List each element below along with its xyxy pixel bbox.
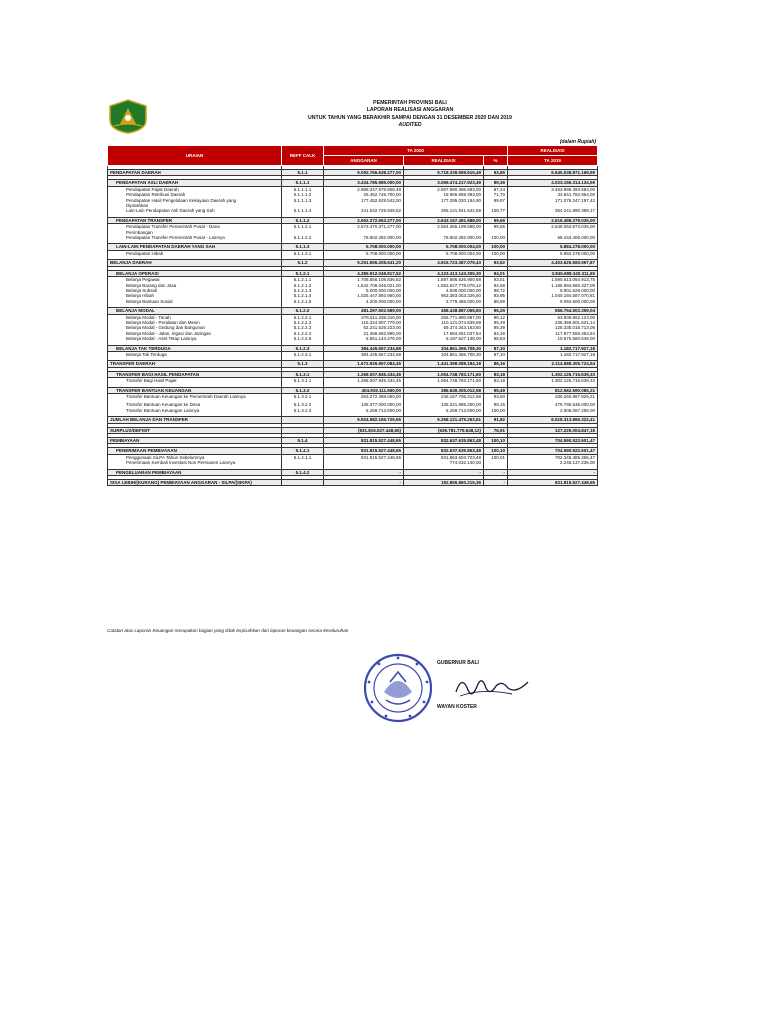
realisasi-2019-cell: 236.359.501.621,14: [508, 320, 598, 325]
realisasi-cell: 5.197.527.138,00: [404, 336, 484, 341]
realisasi-cell: 4.123.413.143.305,30: [404, 270, 484, 276]
realisasi-cell: 59.374.343.153,60: [404, 325, 484, 330]
realisasi-cell: 78.802.282.000,00: [404, 235, 484, 240]
anggaran-cell: 3.434.785.985.000,00: [324, 180, 404, 186]
ref-cell: 5.1.4.2: [282, 469, 324, 475]
pct-cell: 87,24: [484, 186, 508, 192]
label-cell: Belanja Hibah: [108, 293, 282, 298]
ref-cell: 5.1.1.1.2: [282, 192, 324, 197]
realisasi-cell: 5.708.000.004,00: [404, 244, 484, 250]
anggaran-cell: 4.200.000.000,00: [324, 299, 404, 304]
realisasi-2019-cell: 6.518.313.866.322,41: [508, 417, 598, 423]
realisasi-2019-cell: 1.302.125.715.639,33: [508, 378, 598, 384]
ref-cell: 5.1.1.2: [282, 217, 324, 223]
pct-cell: 71,70: [484, 192, 508, 197]
anggaran-cell: 1.708.556.108.836,52: [324, 277, 404, 283]
label-cell: Transfer Bantuan Keuangan ke Pemerintah Daerah Lainnya: [108, 394, 282, 400]
anggaran-cell: 5.708.000.000,00: [324, 250, 404, 256]
pct-cell: 94,01: [484, 270, 508, 276]
label-cell: Belanja Barang dan Jasa: [108, 283, 282, 288]
anggaran-cell: 2.652.272.653.277,00: [324, 217, 404, 223]
anggaran-cell: 2.989.347.879.808,48: [324, 186, 404, 192]
pct-cell: 83,18: [484, 378, 508, 384]
label-cell: PENDAPATAN ASLI DAERAH: [108, 180, 282, 186]
realisasi-cell: 2.564.355.199.688,00: [404, 224, 484, 230]
ref-cell: 5.1.3: [282, 361, 324, 367]
realisasi-cell: 3.069.474.217.923,49: [404, 180, 484, 186]
realisasi-2019-cell: 1.182.717.927,18: [508, 351, 598, 357]
label-cell: Pendapatan Hibah: [108, 250, 282, 256]
realisasi-cell: 963.383.053.326,50: [404, 293, 484, 298]
anggaran-cell: 1.672.926.957.084,45: [324, 361, 404, 367]
col-uraian: URAIAN: [108, 146, 282, 166]
anggaran-cell: 831.815.527.448,65: [324, 448, 404, 454]
ref-cell: 5.1.2.1.5: [282, 299, 324, 304]
label-cell: TRANSFER DAERAH: [108, 361, 282, 367]
anggaran-cell: 1.642.708.046.021,00: [324, 283, 404, 288]
pct-cell: -: [484, 480, 508, 486]
anggaran-cell: 5.000.000.000,00: [324, 288, 404, 293]
ref-cell: 5.1.3.1.1: [282, 378, 324, 384]
realisasi-2019-cell: 63.506.862.123,00: [508, 314, 598, 320]
anggaran-cell: 384.445.657.234,68: [324, 351, 404, 357]
pct-cell: 94,58: [484, 283, 508, 288]
label-cell: PENERIMAAN PEMBIAYAAN: [108, 448, 282, 454]
pct-cell: 99,66: [484, 217, 508, 223]
label-cell: Perimbangan: [108, 230, 282, 235]
pct-cell: 83,18: [484, 371, 508, 377]
ref-cell: 5.1.1.1.4: [282, 208, 324, 213]
col-reff: REFF CALK: [282, 146, 324, 166]
label-cell: Belanja Modal - Aset Tetap Lainnya: [108, 336, 282, 341]
pct-cell: 95,39: [484, 325, 508, 330]
pct-cell: 93,51: [484, 277, 508, 283]
label-cell: TRANSFER BAGI HASIL PENDAPATAN: [108, 371, 282, 377]
label-cell: Pendapatan Retribusi Daerah: [108, 192, 282, 197]
ref-cell: 5.1.4: [282, 438, 324, 444]
realisasi-2019-cell: 812.562.590.085,21: [508, 387, 598, 393]
anggaran-cell: 831.815.527.448,65: [324, 438, 404, 444]
anggaran-cell: 384.445.657.234,68: [324, 345, 404, 351]
label-cell: Belanja Subsidi: [108, 288, 282, 293]
pct-cell: 100,00: [484, 408, 508, 413]
label-cell: SURPLUS/DEFISIT: [108, 427, 282, 433]
pct-cell: 95,49: [484, 320, 508, 325]
realisasi-cell: 4.916.723.387.079,43: [404, 260, 484, 266]
realisasi-cell: 5.708.000.004,00: [404, 250, 484, 256]
ref-cell: [282, 480, 324, 486]
ref-cell: 5.1.2.1.3: [282, 288, 324, 293]
report-title: LAPORAN REALISASI ANGGARAN: [366, 107, 454, 113]
pct-cell: 93,95: [484, 293, 508, 298]
realisasi-2019-cell: 479.795.535.000,00: [508, 402, 598, 407]
realisasi-cell: 3.779.485.000,00: [404, 299, 484, 304]
realisasi-2019-cell: 33.841.782.964,00: [508, 192, 598, 197]
ref-cell: 5.1.3.2: [282, 387, 324, 393]
realisasi-cell: 1.441.398.088.184,18: [404, 361, 484, 367]
realisasi-cell: 265.121.941.642,59: [404, 208, 484, 213]
realisasi-cell: 5.269.713.600,00: [404, 408, 484, 413]
pct-cell: 89,36: [484, 180, 508, 186]
pct-cell: 96,12: [484, 314, 508, 320]
budget-realization-table: [107, 145, 598, 486]
label-cell: Transfer Bagi Hasil Pajak: [108, 378, 282, 384]
ref-cell: 5.1.3.2.3: [282, 408, 324, 413]
ref-cell: 5.1.3.2.2: [282, 402, 324, 407]
label-cell: Belanja Pegawai: [108, 277, 282, 283]
realisasi-2019-cell: 2.506.067.256,00: [508, 408, 598, 413]
label-cell: TRANSFER BANTUAN KEUANGAN: [108, 387, 282, 393]
pct-cell: 100,01: [484, 454, 508, 460]
realisasi-cell: 334.861.356.708,30: [404, 345, 484, 351]
label-cell: PENGELUARAN PEMBIAYAAN: [108, 469, 282, 475]
label-cell: JUMLAH BELANJA DAN TRANSFER: [108, 417, 282, 423]
label-cell: BELANJA OPERASI: [108, 270, 282, 276]
pct-cell: 86,16: [484, 361, 508, 367]
realisasi-2019-cell: 1.182.717.927,18: [508, 345, 598, 351]
realisasi-cell: 1.553.627.778.078,12: [404, 283, 484, 288]
ref-cell: 5.1.1.3: [282, 244, 324, 250]
anggaran-cell: 5.269.713.600,00: [324, 408, 404, 413]
anggaran-cell: 5.851.144.276,00: [324, 336, 404, 341]
ref-cell: 5.1.2.3: [282, 345, 324, 351]
pct-cell: 95,49: [484, 387, 508, 393]
realisasi-cell: 177.395.020.194,90: [404, 198, 484, 203]
pct-cell: 98,72: [484, 288, 508, 293]
realisasi-2019-cell: 831.815.527.448,65: [508, 480, 598, 486]
realisasi-cell: 1.054.748.783.171,60: [404, 371, 484, 377]
realisasi-cell: 1.054.748.783.171,60: [404, 378, 484, 384]
realisasi-2019-cell: 3.463.996.393.584,00: [508, 186, 598, 192]
pct-cell: 76,91: [484, 427, 508, 433]
realisasi-cell: 6.358.121.475.263,61: [404, 417, 484, 423]
ref-cell: 5.1.4.1: [282, 448, 324, 454]
pct-cell: 93,85: [484, 170, 508, 176]
label-cell: Penggunaan SiLPA Tahun Sebelumnya: [108, 454, 282, 460]
label-cell: Belanja Modal - Tanah: [108, 314, 282, 320]
realisasi-2019-cell: 9.094.500.000,00: [508, 299, 598, 304]
pct-cell: 100,00: [484, 244, 508, 250]
pct-cell: 91,82: [484, 417, 508, 423]
pct-cell: 88,83: [484, 336, 508, 341]
pct-cell: 95,25: [484, 308, 508, 314]
official-seal-stamp: [362, 652, 434, 724]
ref-cell: 5.1.2.2.1: [282, 314, 324, 320]
report-period: UNTUK TAHUN YANG BERAKHIR SAMPAI DENGAN 31 DESEMBER 2020 DAN 2019: [308, 115, 512, 121]
pct-cell: 100,10: [484, 448, 508, 454]
realisasi-cell: 1.597.686.826.900,68: [404, 277, 484, 283]
anggaran-cell: 241.532.729.949,52: [324, 208, 404, 213]
realisasi-2019-cell: 68.434.406.000,00: [508, 235, 598, 240]
realisasi-2019-cell: 171.076.247.197,42: [508, 198, 598, 203]
realisasi-2019-cell: 5.884.278.000,00: [508, 250, 598, 256]
realisasi-2019-cell: 128.335.018.713,06: [508, 325, 598, 330]
label-cell: Belanja Modal - Peralatan dan Mesin: [108, 320, 282, 325]
anggaran-cell: 1.268.007.845.434,45: [324, 378, 404, 384]
realisasi-2019-cell: 354.241.890.389,17: [508, 208, 598, 213]
label-cell: Pendapatan Transfer Pemerintah Pusat - Dana: [108, 224, 282, 230]
ref-cell: 5.1.2.2: [282, 308, 324, 314]
realisasi-2019-cell: 1.302.125.715.639,33: [508, 371, 598, 377]
realisasi-cell: 246.157.706.212,58: [404, 394, 484, 400]
provincial-emblem-icon: [106, 98, 150, 134]
ref-cell: 5.1.2.2.4: [282, 331, 324, 336]
anggaran-cell: (831.815.527.448,65): [324, 427, 404, 433]
pct-cell: 100,00: [484, 250, 508, 256]
col-real2019-l1: REALISASI: [508, 146, 598, 156]
realisasi-cell: 774.032.140,00: [404, 460, 484, 465]
label-cell: Transfer Bantuan Keuangan Lainnya: [108, 408, 282, 413]
anggaran-cell: 4.385.912.048.817,52: [324, 270, 404, 276]
realisasi-cell: 2.607.990.396.693,00: [404, 186, 484, 192]
ref-cell: 5.1.1.2.2: [282, 235, 324, 240]
label-cell: Belanja Modal - Gedung dan Bangunan: [108, 325, 282, 330]
label-cell: Belanja Bantuan Sosial: [108, 299, 282, 304]
anggaran-cell: 21.368.682.995,00: [324, 331, 404, 336]
realisasi-cell: 2.643.157.481.688,00: [404, 217, 484, 223]
ref-cell: 5.1.2.1.1: [282, 277, 324, 283]
label-cell: BELANJA MODAL: [108, 308, 282, 314]
realisasi-2019-cell: 2.245.137.235,00: [508, 460, 598, 465]
realisasi-2019-cell: 702.345.385.366,47: [508, 454, 598, 460]
ref-cell: 5.1.3.1: [282, 371, 324, 377]
label-cell: SISA LEBIH/(KURANG) PEMBIAYAAN ANGGARAN - SILPA/(SIKPA): [108, 480, 282, 486]
col-ta2020: TA 2020: [324, 146, 508, 156]
ref-cell: 5.1.1: [282, 170, 324, 176]
anggaran-cell: 136.377.000.000,00: [324, 402, 404, 407]
anggaran-cell: 404.919.111.650,00: [324, 387, 404, 393]
col-realisasi: REALISASI: [404, 156, 484, 166]
realisasi-cell: -: [404, 469, 484, 475]
realisasi-2019-cell: 10.675.560.548,00: [508, 336, 598, 341]
table-section-row: [108, 480, 598, 486]
realisasi-cell: 458.448.887.065,83: [404, 308, 484, 314]
pct-cell: 87,10: [484, 345, 508, 351]
ref-cell: 5.1.3.2.1: [282, 394, 324, 400]
realisasi-2019-cell: 704.590.522.601,47: [508, 448, 598, 454]
pct-cell: 84,16: [484, 331, 508, 336]
realisasi-2019-cell: 9.901.628.000,00: [508, 288, 598, 293]
label-cell: Transfer Bantuan Keuangan ke Desa: [108, 402, 282, 407]
ref-cell: 5.1.2.1.2: [282, 283, 324, 288]
label-cell: LAIN-LAIN PENDAPATAN DAERAH YANG SAH: [108, 244, 282, 250]
realisasi-2019-cell: 6.645.538.871.169,59: [508, 170, 598, 176]
realisasi-cell: 135.221.885.200,00: [404, 402, 484, 407]
anggaran-cell: 1.268.007.845.434,45: [324, 371, 404, 377]
pct-cell: -: [484, 469, 508, 475]
label-cell: Pendapatan Transfer Pemerintah Pusat - Lainnya: [108, 235, 282, 240]
ref-cell: 5.1.1.1.3: [282, 198, 324, 203]
anggaran-cell: -: [324, 469, 404, 475]
realisasi-cell: 192.855.860.215,36: [404, 480, 484, 486]
realisasi-cell: 334.861.356.708,30: [404, 351, 484, 357]
realisasi-cell: 17.984.051.037,54: [404, 331, 484, 336]
realisasi-cell: 831.863.603.723,48: [404, 454, 484, 460]
ref-cell: 5.1.4.1.1: [282, 454, 324, 460]
anggaran-cell: 6.092.766.638.277,00: [324, 170, 404, 176]
realisasi-2019-cell: 330.260.987.829,21: [508, 394, 598, 400]
pct-cell: 99,15: [484, 402, 508, 407]
ref-cell: 5.1.2.1: [282, 270, 324, 276]
realisasi-cell: (639.781.775.648,12): [404, 427, 484, 433]
label-cell: Penerimaan Kembali Investasi Non Permanen Lainnya: [108, 460, 282, 465]
label-cell: Dipisahkan: [108, 203, 282, 208]
pct-cell: 100,10: [484, 438, 508, 444]
ref-cell: 5.1.2.2.3: [282, 325, 324, 330]
anggaran-cell: 5.251.655.208.641,20: [324, 260, 404, 266]
label-cell: Lain-Lain Pendapatan Asli Daerah yang Sah: [108, 208, 282, 213]
realisasi-2019-cell: 704.590.522.601,47: [508, 438, 598, 444]
label-cell: PEMBIAYAAN: [108, 438, 282, 444]
pct-cell: 99,65: [484, 224, 508, 230]
anggaran-cell: 831.815.527.448,65: [324, 454, 404, 460]
footnote: Catatan atas Laporan Keuangan merupakan bagian yang tidak terpisahkan dari laporan keuangan secara keseluruhan: [107, 628, 349, 633]
label-cell: Belanja Modal - Jalan, Irigasi dan Jaringan: [108, 331, 282, 336]
pct-cell: 100,00: [484, 235, 508, 240]
anggaran-cell: 5.708.000.000,00: [324, 244, 404, 250]
realisasi-2019-cell: 3.845.688.340.311,65: [508, 270, 598, 276]
ref-cell: 5.1.2.2.5: [282, 336, 324, 341]
col-pct: %: [484, 156, 508, 166]
realisasi-cell: 18.966.859.393,00: [404, 192, 484, 197]
ref-cell: 5.1.1.3.1: [282, 250, 324, 256]
label-cell: PENDAPATAN TRANSFER: [108, 217, 282, 223]
anggaran-cell: 2.573.470.371.277,00: [324, 224, 404, 230]
realisasi-2019-cell: 4.403.625.560.597,87: [508, 260, 598, 266]
realisasi-2019-cell: 1.590.613.064.913,75: [508, 277, 598, 283]
anggaran-cell: 6.924.582.165.725,65: [324, 417, 404, 423]
realisasi-2019-cell: 2.548.063.873.035,00: [508, 224, 598, 230]
ref-cell: 5.1.1.1.1: [282, 186, 324, 192]
realisasi-2019-cell: 2.114.688.305.724,54: [508, 361, 598, 367]
anggaran-cell: 115.324.807.779,00: [324, 320, 404, 325]
pct-cell: 109,77: [484, 208, 508, 213]
pct-cell: 93,50: [484, 394, 508, 400]
ref-cell: 5.1.1.2.1: [282, 224, 324, 230]
realisasi-cell: 386.649.305.012,58: [404, 387, 484, 393]
anggaran-cell: 78.802.282.000,00: [324, 235, 404, 240]
anggaran-cell: 1.025.447.893.960,00: [324, 293, 404, 298]
anggaran-cell: 62.241.529.223,00: [324, 325, 404, 330]
realisasi-2019-cell: 1.195.894.560.327,09: [508, 283, 598, 288]
realisasi-2019-cell: 127.225.004.847,18: [508, 427, 598, 433]
realisasi-cell: 5.718.339.699.615,49: [404, 170, 484, 176]
ref-cell: 5.1.2: [282, 260, 324, 266]
anggaran-cell: 26.452.745.700,00: [324, 192, 404, 197]
anggaran-cell: 177.452.629.542,00: [324, 198, 404, 203]
realisasi-2019-cell: 2.616.498.279.035,00: [508, 217, 598, 223]
realisasi-2019-cell: 117.877.559.353,84: [508, 331, 598, 336]
label-cell: PENDAPATAN DAERAH: [108, 170, 282, 176]
col-real2019-l2: TA 2019: [508, 156, 598, 166]
anggaran-cell: 481.297.502.589,00: [324, 308, 404, 314]
label-cell: Pendapatan Hasil Pengelolaan Kekayaan Daerah yang: [108, 198, 282, 203]
realisasi-2019-cell: 556.754.502.359,04: [508, 308, 598, 314]
realisasi-2019-cell: -: [508, 469, 598, 475]
audited-label: AUDITED: [398, 122, 422, 128]
ref-cell: 5.1.1.1: [282, 180, 324, 186]
anggaran-cell: 276.511.338.316,00: [324, 314, 404, 320]
realisasi-cell: 832.637.635.863,48: [404, 448, 484, 454]
realisasi-2019-cell: 4.023.156.314.134,59: [508, 180, 598, 186]
pct-cell: 93,62: [484, 260, 508, 266]
pct-cell: 99,97: [484, 198, 508, 203]
label-cell: Belanja Tak Terduga: [108, 351, 282, 357]
col-anggaran: ANGGARAN: [324, 156, 404, 166]
anggaran-cell: 263.272.398.050,00: [324, 394, 404, 400]
label-cell: Pendapatan Pajak Daerah: [108, 186, 282, 192]
realisasi-2019-cell: 1.040.184.587.070,81: [508, 293, 598, 298]
realisasi-cell: 265.771.890.897,00: [404, 314, 484, 320]
ref-cell: 5.1.2.3.1: [282, 351, 324, 357]
label-cell: BELANJA TAK TERDUGA: [108, 345, 282, 351]
unit-note: (dalam Rupiah): [559, 139, 596, 145]
ref-cell: 5.1.2.2.2: [282, 320, 324, 325]
realisasi-cell: 832.637.635.863,48: [404, 438, 484, 444]
pct-cell: 89,99: [484, 299, 508, 304]
signatory-title: GUBERNUR BALI: [437, 660, 479, 666]
ref-cell: 5.1.2.1.4: [282, 293, 324, 298]
realisasi-cell: 4.936.000.000,00: [404, 288, 484, 293]
handwritten-signature: [452, 670, 532, 704]
signatory-name: WAYAN KOSTER: [437, 704, 477, 710]
anggaran-cell: -: [324, 480, 404, 486]
realisasi-2019-cell: 5.884.278.000,00: [508, 244, 598, 250]
pct-cell: 87,10: [484, 351, 508, 357]
realisasi-cell: 110.121.074.839,69: [404, 320, 484, 325]
gov-name: PEMERINTAH PROVINSI BALI: [373, 100, 447, 106]
label-cell: BELANJA DAERAH: [108, 260, 282, 266]
